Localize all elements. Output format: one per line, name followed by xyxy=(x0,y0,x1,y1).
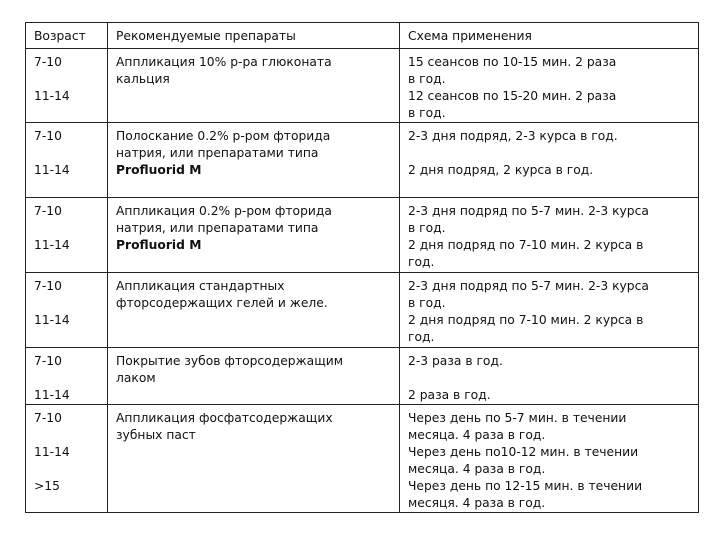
age-cell xyxy=(26,198,108,273)
cell-line: в год. xyxy=(408,296,446,310)
cell-line: 2 дня подряд, 2 курса в год. xyxy=(408,163,594,177)
cell-line: 15 сеансов по 10-15 мин. 2 раза xyxy=(408,55,617,69)
cell-line: в год. xyxy=(408,72,446,86)
cell-line: >15 xyxy=(34,479,60,493)
cell-line: натрия, или препаратами типа xyxy=(116,146,319,160)
cell-line xyxy=(34,295,107,312)
cell-line xyxy=(34,145,107,162)
cell-line: Покрытие зубов фторсодержащим xyxy=(116,354,344,368)
cell-line: Через день по 12-15 мин. в течении xyxy=(408,479,643,493)
table-row xyxy=(26,49,699,123)
table-row xyxy=(26,405,699,513)
cell-line: 2-3 дня подряд по 5-7 мин. 2-3 курса xyxy=(408,279,649,293)
cell-line: год. xyxy=(408,330,435,344)
cell-line: месяца. 4 раза в год. xyxy=(408,428,546,442)
cell-line: месяця. 4 раза в год. xyxy=(408,496,546,510)
age-cell xyxy=(26,273,108,348)
cell-line: Profluorid M xyxy=(116,238,202,252)
cell-line xyxy=(34,71,107,88)
drug-cell xyxy=(108,273,400,348)
scheme-cell xyxy=(400,405,699,513)
cell-line: 7-10 xyxy=(34,411,62,425)
cell-line: 11-14 xyxy=(34,388,70,402)
cell-line: год. xyxy=(408,255,435,269)
cell-line: кальция xyxy=(116,72,170,86)
scheme-cell xyxy=(400,348,699,405)
cell-line: месяца. 4 раза в год. xyxy=(408,462,546,476)
table-row xyxy=(26,198,699,273)
drug-cell xyxy=(108,198,400,273)
header-drugs: Рекомендуемые препараты xyxy=(108,23,400,49)
cell-line: Аппликация 10% р-ра глюконата xyxy=(116,55,332,69)
cell-line: 2 дня подряд по 7-10 мин. 2 курса в xyxy=(408,313,644,327)
cell-line xyxy=(408,370,698,387)
cell-line: лаком xyxy=(116,371,156,385)
age-cell xyxy=(26,49,108,123)
cell-line: 7-10 xyxy=(34,55,62,69)
scheme-cell xyxy=(400,123,699,198)
header-age: Возраст xyxy=(26,23,108,49)
cell-line: Аппликация стандартных xyxy=(116,279,285,293)
cell-line xyxy=(408,145,698,162)
table-row xyxy=(26,348,699,405)
cell-line: 7-10 xyxy=(34,279,62,293)
cell-line: Profluorid M xyxy=(116,163,202,177)
cell-line xyxy=(34,370,107,387)
age-cell xyxy=(26,123,108,198)
header-row xyxy=(26,23,699,49)
table-row xyxy=(26,273,699,348)
treatment-table xyxy=(25,22,699,513)
cell-line: Через день по 5-7 мин. в течении xyxy=(408,411,627,425)
drug-cell xyxy=(108,405,400,513)
header-scheme: Схема применения xyxy=(400,23,699,49)
cell-line: фторсодержащих гелей и желе. xyxy=(116,296,328,310)
cell-line: Аппликация фосфатсодержащих xyxy=(116,411,333,425)
scheme-cell xyxy=(400,49,699,123)
cell-line: в год. xyxy=(408,221,446,235)
drug-cell xyxy=(108,49,400,123)
cell-line: в год. xyxy=(408,106,446,120)
age-cell xyxy=(26,405,108,513)
cell-line: 2 дня подряд по 7-10 мин. 2 курса в xyxy=(408,238,644,252)
cell-line: Аппликация 0.2% р-ром фторида xyxy=(116,204,332,218)
cell-line: 11-14 xyxy=(34,313,70,327)
cell-line: зубных паст xyxy=(116,428,196,442)
cell-line xyxy=(34,220,107,237)
scheme-cell xyxy=(400,198,699,273)
cell-line: 7-10 xyxy=(34,354,62,368)
cell-line: натрия, или препаратами типа xyxy=(116,221,319,235)
table-row xyxy=(26,123,699,198)
cell-line: 2-3 раза в год. xyxy=(408,354,503,368)
cell-line: 11-14 xyxy=(34,238,70,252)
cell-line: 2 раза в год. xyxy=(408,388,491,402)
cell-line: 11-14 xyxy=(34,163,70,177)
cell-line: 12 сеансов по 15-20 мин. 2 раза xyxy=(408,89,617,103)
drug-cell xyxy=(108,348,400,405)
cell-line: Полоскание 0.2% р-ром фторида xyxy=(116,129,331,143)
cell-line: 2-3 дня подряд, 2-3 курса в год. xyxy=(408,129,618,143)
cell-line: 11-14 xyxy=(34,445,70,459)
cell-line xyxy=(34,427,107,444)
drug-cell xyxy=(108,123,400,198)
cell-line: 7-10 xyxy=(34,204,62,218)
scheme-cell xyxy=(400,273,699,348)
cell-line: 2-3 дня подряд по 5-7 мин. 2-3 курса xyxy=(408,204,649,218)
cell-line: 7-10 xyxy=(34,129,62,143)
cell-line: 11-14 xyxy=(34,89,70,103)
age-cell xyxy=(26,348,108,405)
cell-line xyxy=(34,461,107,478)
cell-line: Через день по10-12 мин. в течении xyxy=(408,445,639,459)
